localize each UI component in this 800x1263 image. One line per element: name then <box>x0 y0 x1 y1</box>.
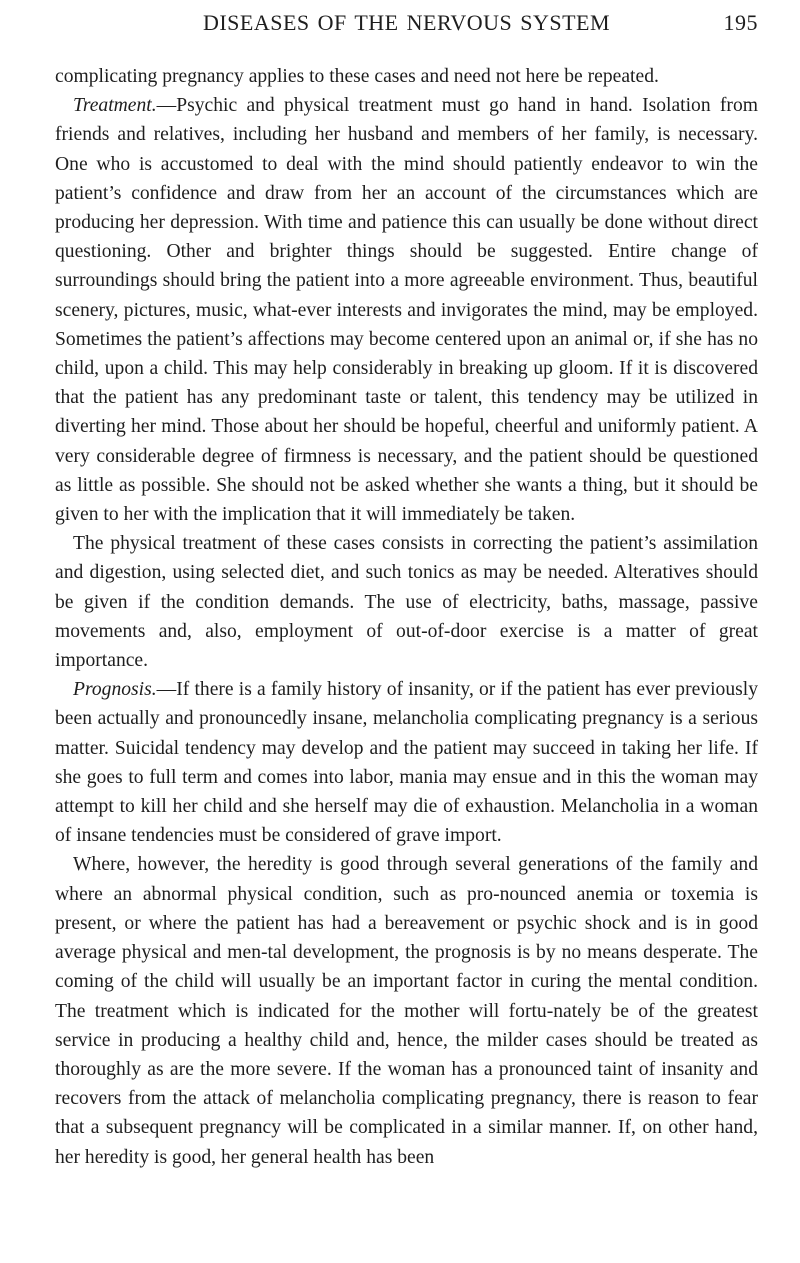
paragraph-text: Where, however, the heredity is good through several generations of the family and where an abnormal physical condition, such as pro-nounced anemia or toxemia is present, or where the patient has had a bereavement or psychic shock and is in good average physical and men-tal development, the prognosis is by no means desperate. The coming of the child will usually be an important factor in curing the mental condition. The treatment which is indicated for the mother will fortu-nately be of the greatest service in producing a healthy child and, hence, the milder cases should be treated as thoroughly as are the more severe. If the woman has a pronounced taint of insanity and recovers from the attack of melancholia complicating pregnancy, there is reason to fear that a subsequent pregnancy will be complicated in a similar manner. If, on other hand, her heredity is good, her general health has been <box>55 854 758 1168</box>
book-page <box>55 0 758 1172</box>
paragraph-treatment <box>55 91 758 529</box>
body-text <box>55 62 758 1172</box>
paragraph-text: The physical treatment of these cases consists in correcting the patient’s assimilation and digestion, using selected diet, and such tonics as may be needed. Alteratives should be given if the condition demands. The use of electricity, baths, massage, passive movements and, also, employment of out-of-door exercise is a matter of great importance. <box>55 533 758 672</box>
running-title: DISEASES OF THE NERVOUS SYSTEM <box>202 10 611 35</box>
paragraph-text: complicating pregnancy applies to these cases and need not here be repeated. <box>55 66 659 87</box>
section-heading-treatment: Treatment. <box>73 95 157 117</box>
running-head <box>55 8 758 44</box>
paragraph-text: —Psychic and physical treatment must go hand in hand. Isolation from friends and relatives, including her husband and members of her family, is necessary. One who is accustomed to deal with the mind should patiently endeavor to win the patient’s confidence and draw from her an account of the circumstances which are producing her depression. With time and patience this can usually be done without direct questioning. Other and brighter things should be suggested. Entire change of surroundings should bring the patient into a more agreeable environment. Thus, beautiful scenery, pictures, music, what-ever interests and invigorates the mind, may be employed. Sometimes the patient’s affections may become centered upon an animal or, if she has no child, upon a child. This may help considerably in breaking up gloom. If it is discovered that the patient has any predominant taste or talent, this tendency may be utilized in diverting her mind. Those about her should be hopeful, cheerful and uniformly patient. A very considerable degree of firmness is necessary, and the patient should be questioned as little as possible. She should not be asked whether she wants a thing, but it should be given to her with the implication that it will immediately be taken. <box>55 95 758 526</box>
page-number: 195 <box>723 10 758 35</box>
paragraph-text: —If there is a family history of insanity, or if the patient has ever previously been actually and pronouncedly insane, melancholia complicating pregnancy is a serious matter. Suicidal tendency may develop and the patient may succeed in taking her life. If she goes to full term and comes into labor, mania may ensue and in this the woman may attempt to kill her child and she herself may die of exhaustion. Melancholia in a woman of insane tendencies must be considered of grave import. <box>55 679 758 847</box>
paragraph-prognosis <box>55 675 758 850</box>
paragraph-continuation <box>55 62 758 91</box>
paragraph-heredity <box>55 850 758 1171</box>
section-heading-prognosis: Prognosis. <box>73 679 157 701</box>
paragraph-physical-treatment <box>55 529 758 675</box>
